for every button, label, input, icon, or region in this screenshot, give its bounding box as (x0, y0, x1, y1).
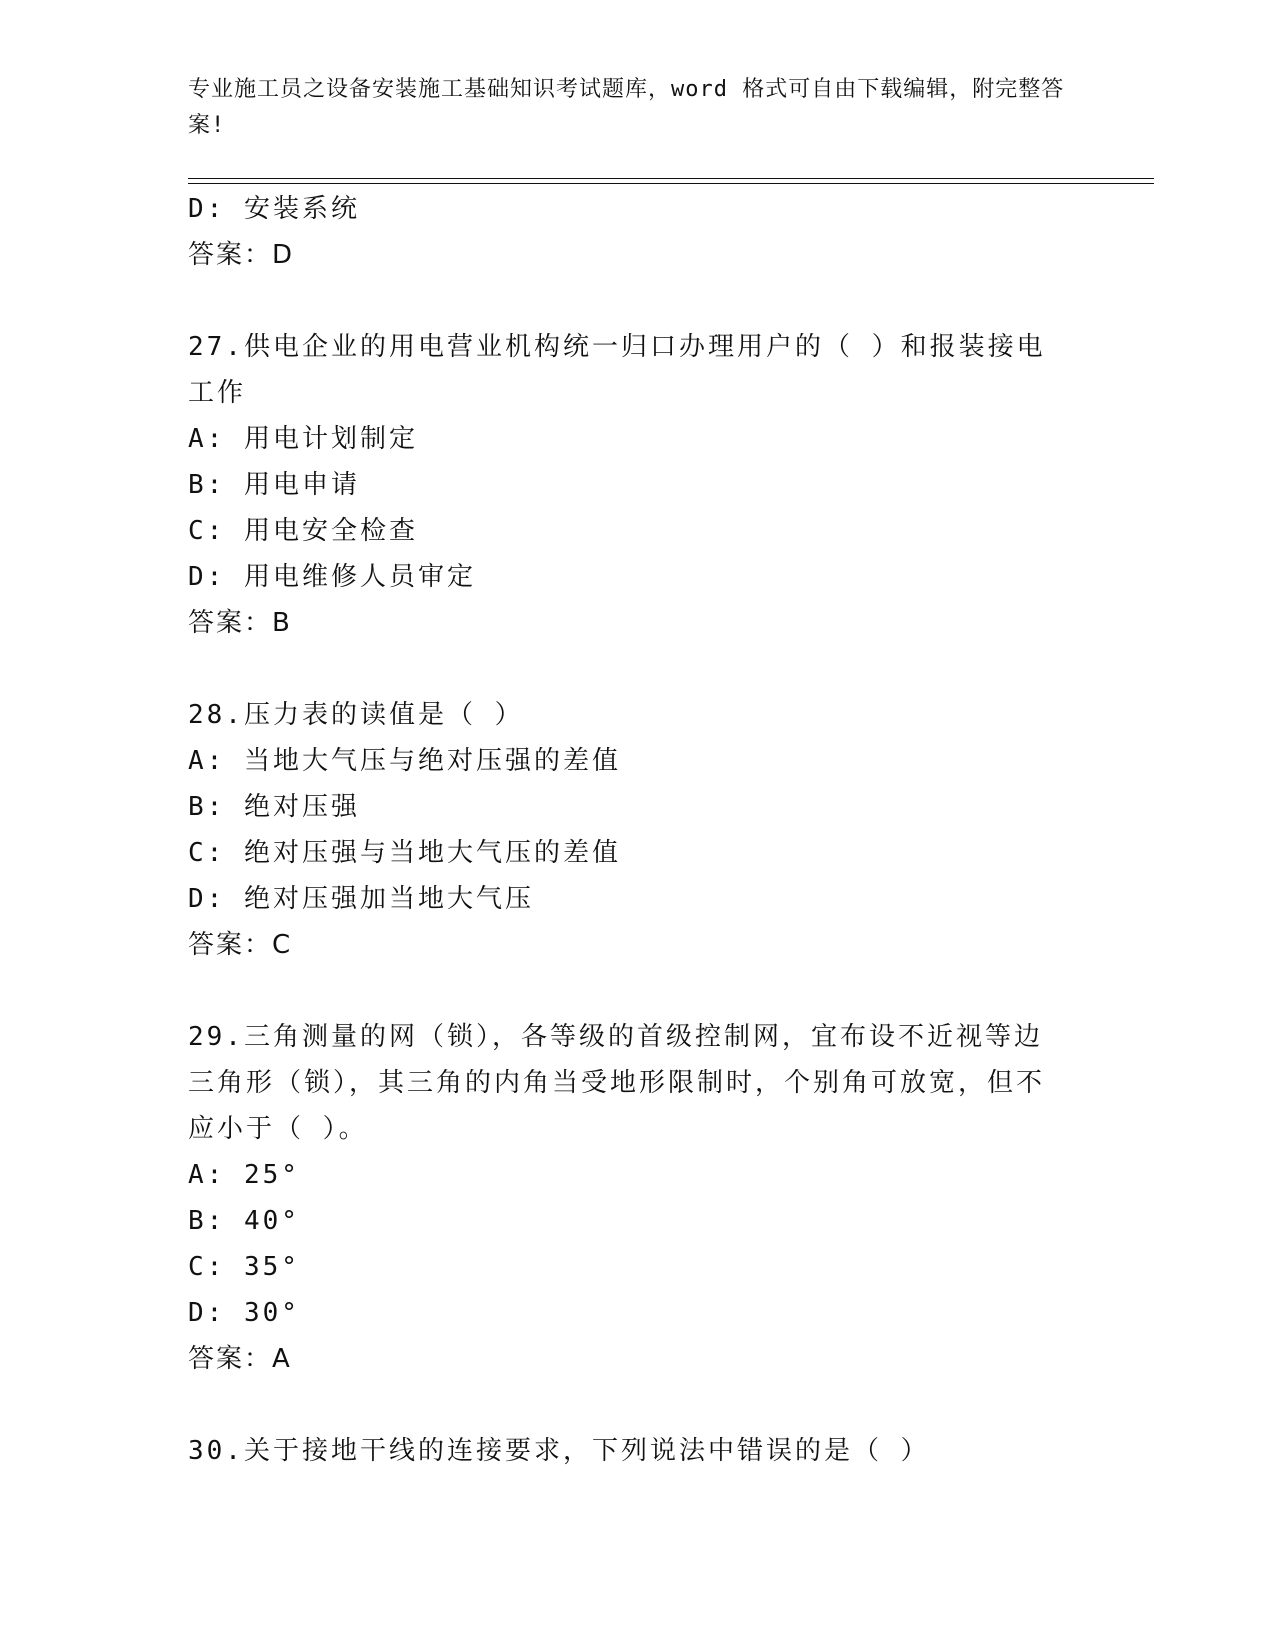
option-c: C: 绝对压强与当地大气压的差值 (188, 838, 621, 868)
option-a: A: 25° (188, 1160, 300, 1190)
option-a: A: 用电计划制定 (188, 424, 418, 454)
option-d: D: 安装系统 (188, 194, 360, 224)
option-c: C: 35° (188, 1252, 300, 1282)
answer-line: 答案：B (188, 608, 292, 638)
option-d: D: 绝对压强加当地大气压 (188, 884, 534, 914)
answer-line: 答案：A (188, 1344, 292, 1374)
question-list (188, 186, 1088, 1474)
option-b: B: 用电申请 (188, 470, 360, 500)
document-header: 专业施工员之设备安装施工基础知识考试题库，word 格式可自由下载编辑，附完整答案! (188, 77, 1065, 138)
header-rule-bottom (188, 183, 1154, 184)
option-b: B: 绝对压强 (188, 792, 360, 822)
question-29-stem: 29.三角测量的网（锁），各等级的首级控制网，宜布设不近视等边三角形（锁），其三角的内角当受地形限制时，个别角可放宽，但不应小于（ ）。 (188, 1022, 1046, 1144)
option-a: A: 当地大气压与绝对压强的差值 (188, 746, 621, 776)
header-rule-top (188, 178, 1154, 179)
option-d: D: 用电维修人员审定 (188, 562, 476, 592)
option-c: C: 用电安全检查 (188, 516, 418, 546)
question-30-stem: 30.关于接地干线的连接要求，下列说法中错误的是（ ） (188, 1436, 930, 1466)
answer-line: 答案：C (188, 930, 293, 960)
answer-line: 答案：D (188, 240, 295, 270)
option-b: B: 40° (188, 1206, 300, 1236)
option-d: D: 30° (188, 1298, 300, 1328)
question-28-stem: 28.压力表的读值是（ ） (188, 700, 524, 730)
question-27-stem: 27.供电企业的用电营业机构统一归口办理用户的（ ）和报装接电工作 (188, 332, 1046, 408)
